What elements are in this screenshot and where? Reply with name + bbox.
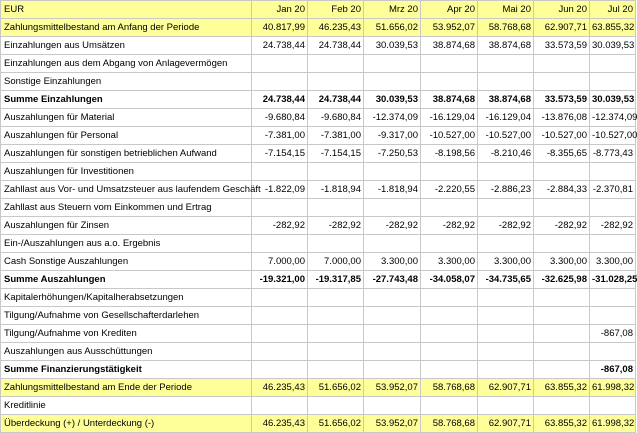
column-header[interactable]: Mai 20 (478, 1, 534, 19)
table-row (1, 181, 636, 199)
value-cell[interactable]: -9.680,84 (252, 109, 308, 127)
value-cell[interactable]: 61.998,32 (590, 379, 636, 397)
row-label[interactable]: Einzahlungen aus dem Abgang von Anlagevermögen (1, 55, 252, 73)
table-row (1, 55, 636, 73)
value-cell[interactable]: -8.198,56 (421, 145, 478, 163)
value-cell[interactable] (590, 73, 636, 91)
value-cell[interactable]: 38.874,68 (421, 37, 478, 55)
value-cell[interactable] (252, 307, 308, 325)
value-cell[interactable]: 63.855,32 (534, 415, 590, 433)
value-cell[interactable] (478, 235, 534, 253)
row-label[interactable]: Cash Sonstige Auszahlungen (1, 253, 252, 271)
value-cell[interactable]: 53.952,07 (364, 415, 421, 433)
table-row (1, 397, 636, 415)
value-cell[interactable] (308, 343, 364, 361)
value-cell[interactable]: -34.735,65 (478, 271, 534, 289)
value-cell[interactable]: 38.874,68 (421, 91, 478, 109)
row-label[interactable]: Zahllast aus Steuern vom Einkommen und Ertrag (1, 199, 252, 217)
value-cell[interactable] (478, 361, 534, 379)
row-label[interactable]: Zahllast aus Vor- und Umsatzsteuer aus laufendem Geschäft (1, 181, 252, 199)
value-cell[interactable]: -7.154,15 (252, 145, 308, 163)
column-header[interactable]: Jun 20 (534, 1, 590, 19)
value-cell[interactable] (364, 397, 421, 415)
value-cell[interactable] (590, 55, 636, 73)
value-cell[interactable] (364, 235, 421, 253)
table-row (1, 163, 636, 181)
value-cell[interactable] (534, 397, 590, 415)
value-cell[interactable]: 30.039,53 (590, 37, 636, 55)
value-cell[interactable]: 30.039,53 (364, 37, 421, 55)
row-label[interactable]: Auszahlungen aus Ausschüttungen (1, 343, 252, 361)
value-cell[interactable]: 24.738,44 (252, 91, 308, 109)
value-cell[interactable] (421, 55, 478, 73)
table-row (1, 37, 636, 55)
value-cell[interactable] (252, 361, 308, 379)
value-cell[interactable]: -34.058,07 (421, 271, 478, 289)
value-cell[interactable]: 33.573,59 (534, 91, 590, 109)
table-row (1, 91, 636, 109)
value-cell[interactable] (534, 199, 590, 217)
value-cell[interactable] (308, 55, 364, 73)
value-cell[interactable]: 58.768,68 (478, 19, 534, 37)
value-cell[interactable]: -2.370,81 (590, 181, 636, 199)
value-cell[interactable] (421, 361, 478, 379)
value-cell[interactable]: 3.300,00 (590, 253, 636, 271)
value-cell[interactable] (364, 199, 421, 217)
value-cell[interactable]: 58.768,68 (421, 415, 478, 433)
value-cell[interactable]: 40.817,99 (252, 19, 308, 37)
value-cell[interactable] (364, 73, 421, 91)
row-label[interactable]: Ein-/Auszahlungen aus a.o. Ergebnis (1, 235, 252, 253)
value-cell[interactable]: -32.625,98 (534, 271, 590, 289)
value-cell[interactable] (421, 325, 478, 343)
value-cell[interactable] (534, 55, 590, 73)
row-label[interactable]: Auszahlungen für sonstigen betrieblichen Aufwand (1, 145, 252, 163)
row-label[interactable]: Zahlungsmittelbestand am Ende der Periode (1, 379, 252, 397)
row-label[interactable]: Tilgung/Aufnahme von Krediten (1, 325, 252, 343)
column-header[interactable]: Feb 20 (308, 1, 364, 19)
table-row (1, 253, 636, 271)
value-cell[interactable] (534, 361, 590, 379)
value-cell[interactable]: 24.738,44 (308, 37, 364, 55)
value-cell[interactable] (534, 307, 590, 325)
value-cell[interactable]: -19.321,00 (252, 271, 308, 289)
value-cell[interactable]: -7.381,00 (252, 127, 308, 145)
value-cell[interactable]: 62.907,71 (478, 379, 534, 397)
value-cell[interactable] (478, 55, 534, 73)
value-cell[interactable] (590, 289, 636, 307)
table-row (1, 307, 636, 325)
value-cell[interactable]: 7.000,00 (252, 253, 308, 271)
value-cell[interactable]: 30.039,53 (590, 91, 636, 109)
value-cell[interactable]: -16.129,04 (478, 109, 534, 127)
row-label[interactable]: Überdeckung (+) / Unterdeckung (-) (1, 415, 252, 433)
value-cell[interactable]: 63.855,32 (590, 19, 636, 37)
value-cell[interactable]: 58.768,68 (421, 379, 478, 397)
value-cell[interactable]: 3.300,00 (421, 253, 478, 271)
value-cell[interactable] (478, 73, 534, 91)
table-row (1, 343, 636, 361)
value-cell[interactable] (364, 307, 421, 325)
value-cell[interactable] (364, 343, 421, 361)
value-cell[interactable]: 46.235,43 (308, 19, 364, 37)
value-cell[interactable]: 51.656,02 (308, 415, 364, 433)
row-label[interactable]: Sonstige Einzahlungen (1, 73, 252, 91)
value-cell[interactable]: 62.907,71 (534, 19, 590, 37)
value-cell[interactable]: 51.656,02 (308, 379, 364, 397)
row-label[interactable]: Auszahlungen für Material (1, 109, 252, 127)
value-cell[interactable] (534, 343, 590, 361)
value-cell[interactable]: -282,92 (534, 217, 590, 235)
value-cell[interactable]: 3.300,00 (364, 253, 421, 271)
value-cell[interactable]: 51.656,02 (364, 19, 421, 37)
table-row (1, 325, 636, 343)
value-cell[interactable] (421, 73, 478, 91)
value-cell[interactable] (478, 307, 534, 325)
value-cell[interactable] (590, 199, 636, 217)
value-cell[interactable] (252, 235, 308, 253)
table-row (1, 145, 636, 163)
value-cell[interactable]: -2.886,23 (478, 181, 534, 199)
row-label[interactable]: Auszahlungen für Zinsen (1, 217, 252, 235)
value-cell[interactable] (252, 289, 308, 307)
value-cell[interactable]: -10.527,00 (478, 127, 534, 145)
value-cell[interactable] (308, 397, 364, 415)
value-cell[interactable]: -867,08 (590, 325, 636, 343)
value-cell[interactable]: -10.527,00 (534, 127, 590, 145)
table-row (1, 217, 636, 235)
value-cell[interactable]: -9.680,84 (308, 109, 364, 127)
row-label[interactable]: Einzahlungen aus Umsätzen (1, 37, 252, 55)
value-cell[interactable]: -13.876,08 (534, 109, 590, 127)
value-cell[interactable]: 24.738,44 (308, 91, 364, 109)
value-cell[interactable] (421, 307, 478, 325)
value-cell[interactable]: -282,92 (590, 217, 636, 235)
value-cell[interactable] (590, 343, 636, 361)
table-row (1, 73, 636, 91)
value-cell[interactable] (308, 199, 364, 217)
value-cell[interactable]: 38.874,68 (478, 37, 534, 55)
value-cell[interactable] (252, 343, 308, 361)
value-cell[interactable] (421, 343, 478, 361)
value-cell[interactable]: -2.884,33 (534, 181, 590, 199)
value-cell[interactable]: 53.952,07 (364, 379, 421, 397)
value-cell[interactable]: 3.300,00 (478, 253, 534, 271)
value-cell[interactable] (421, 289, 478, 307)
value-cell[interactable]: 33.573,59 (534, 37, 590, 55)
value-cell[interactable] (478, 325, 534, 343)
table-row (1, 19, 636, 37)
value-cell[interactable] (478, 199, 534, 217)
value-cell[interactable]: 61.998,32 (590, 415, 636, 433)
value-cell[interactable]: -7.250,53 (364, 145, 421, 163)
column-header[interactable]: Apr 20 (421, 1, 478, 19)
value-cell[interactable] (364, 163, 421, 181)
value-cell[interactable] (534, 235, 590, 253)
row-label[interactable]: Auszahlungen für Investitionen (1, 163, 252, 181)
value-cell[interactable]: -282,92 (308, 217, 364, 235)
column-header[interactable]: Mrz 20 (364, 1, 421, 19)
value-cell[interactable]: 63.855,32 (534, 379, 590, 397)
value-cell[interactable] (308, 361, 364, 379)
value-cell[interactable] (252, 73, 308, 91)
value-cell[interactable]: -8.210,46 (478, 145, 534, 163)
value-cell[interactable]: 7.000,00 (308, 253, 364, 271)
value-cell[interactable]: -1.818,94 (364, 181, 421, 199)
value-cell[interactable] (308, 307, 364, 325)
value-cell[interactable]: -10.527,00 (590, 127, 636, 145)
value-cell[interactable]: -282,92 (478, 217, 534, 235)
value-cell[interactable] (252, 55, 308, 73)
table-row (1, 109, 636, 127)
value-cell[interactable]: -12.374,09 (364, 109, 421, 127)
row-label[interactable]: Tilgung/Aufnahme von Gesellschafterdarlehen (1, 307, 252, 325)
table-row (1, 127, 636, 145)
value-cell[interactable] (478, 343, 534, 361)
value-cell[interactable]: -282,92 (421, 217, 478, 235)
value-cell[interactable] (308, 163, 364, 181)
value-cell[interactable]: -9.317,00 (364, 127, 421, 145)
table-row (1, 235, 636, 253)
value-cell[interactable]: -10.527,00 (421, 127, 478, 145)
value-cell[interactable] (421, 235, 478, 253)
value-cell[interactable]: -7.154,15 (308, 145, 364, 163)
value-cell[interactable]: 53.952,07 (421, 19, 478, 37)
value-cell[interactable]: 24.738,44 (252, 37, 308, 55)
value-cell[interactable] (308, 325, 364, 343)
value-cell[interactable] (364, 289, 421, 307)
value-cell[interactable]: 38.874,68 (478, 91, 534, 109)
value-cell[interactable] (252, 199, 308, 217)
value-cell[interactable] (478, 163, 534, 181)
value-cell[interactable] (590, 235, 636, 253)
value-cell[interactable]: -8.773,43 (590, 145, 636, 163)
header-row (1, 1, 636, 19)
table-row (1, 199, 636, 217)
value-cell[interactable] (590, 397, 636, 415)
value-cell[interactable] (308, 289, 364, 307)
value-cell[interactable]: -867,08 (590, 361, 636, 379)
value-cell[interactable]: -282,92 (252, 217, 308, 235)
row-label[interactable]: Summe Einzahlungen (1, 91, 252, 109)
value-cell[interactable] (252, 163, 308, 181)
value-cell[interactable] (534, 289, 590, 307)
table-row (1, 289, 636, 307)
row-label[interactable]: Zahlungsmittelbestand am Anfang der Periode (1, 19, 252, 37)
value-cell[interactable]: 3.300,00 (534, 253, 590, 271)
value-cell[interactable]: -282,92 (364, 217, 421, 235)
value-cell[interactable] (421, 397, 478, 415)
value-cell[interactable] (478, 289, 534, 307)
value-cell[interactable]: -12.374,09 (590, 109, 636, 127)
row-label[interactable]: Summe Finanzierungstätigkeit (1, 361, 252, 379)
value-cell[interactable]: -27.743,48 (364, 271, 421, 289)
value-cell[interactable] (478, 397, 534, 415)
currency-label[interactable]: EUR (1, 1, 252, 19)
value-cell[interactable] (534, 325, 590, 343)
row-label[interactable]: Kapitalerhöhungen/Kapitalherabsetzungen (1, 289, 252, 307)
value-cell[interactable]: -19.317,85 (308, 271, 364, 289)
value-cell[interactable]: -7.381,00 (308, 127, 364, 145)
value-cell[interactable]: -8.355,65 (534, 145, 590, 163)
value-cell[interactable]: 46.235,43 (252, 379, 308, 397)
value-cell[interactable] (534, 163, 590, 181)
row-label[interactable]: Summe Auszahlungen (1, 271, 252, 289)
value-cell[interactable] (252, 325, 308, 343)
column-header[interactable]: Jul 20 (590, 1, 636, 19)
value-cell[interactable] (308, 73, 364, 91)
value-cell[interactable] (590, 163, 636, 181)
value-cell[interactable] (364, 325, 421, 343)
value-cell[interactable]: -1.822,09 (252, 181, 308, 199)
table-row (1, 415, 636, 433)
value-cell[interactable]: 30.039,53 (364, 91, 421, 109)
value-cell[interactable] (364, 361, 421, 379)
table-row (1, 271, 636, 289)
value-cell[interactable]: 62.907,71 (478, 415, 534, 433)
row-label[interactable]: Auszahlungen für Personal (1, 127, 252, 145)
table-row (1, 379, 636, 397)
value-cell[interactable]: -2.220,55 (421, 181, 478, 199)
value-cell[interactable] (534, 73, 590, 91)
value-cell[interactable] (364, 55, 421, 73)
table-row (1, 361, 636, 379)
row-label[interactable]: Kreditlinie (1, 397, 252, 415)
value-cell[interactable] (421, 199, 478, 217)
value-cell[interactable] (590, 307, 636, 325)
value-cell[interactable]: -1.818,94 (308, 181, 364, 199)
value-cell[interactable] (308, 235, 364, 253)
value-cell[interactable]: -31.028,25 (590, 271, 636, 289)
value-cell[interactable] (421, 163, 478, 181)
column-header[interactable]: Jan 20 (252, 1, 308, 19)
value-cell[interactable]: -16.129,04 (421, 109, 478, 127)
value-cell[interactable]: 46.235,43 (252, 415, 308, 433)
value-cell[interactable] (252, 397, 308, 415)
